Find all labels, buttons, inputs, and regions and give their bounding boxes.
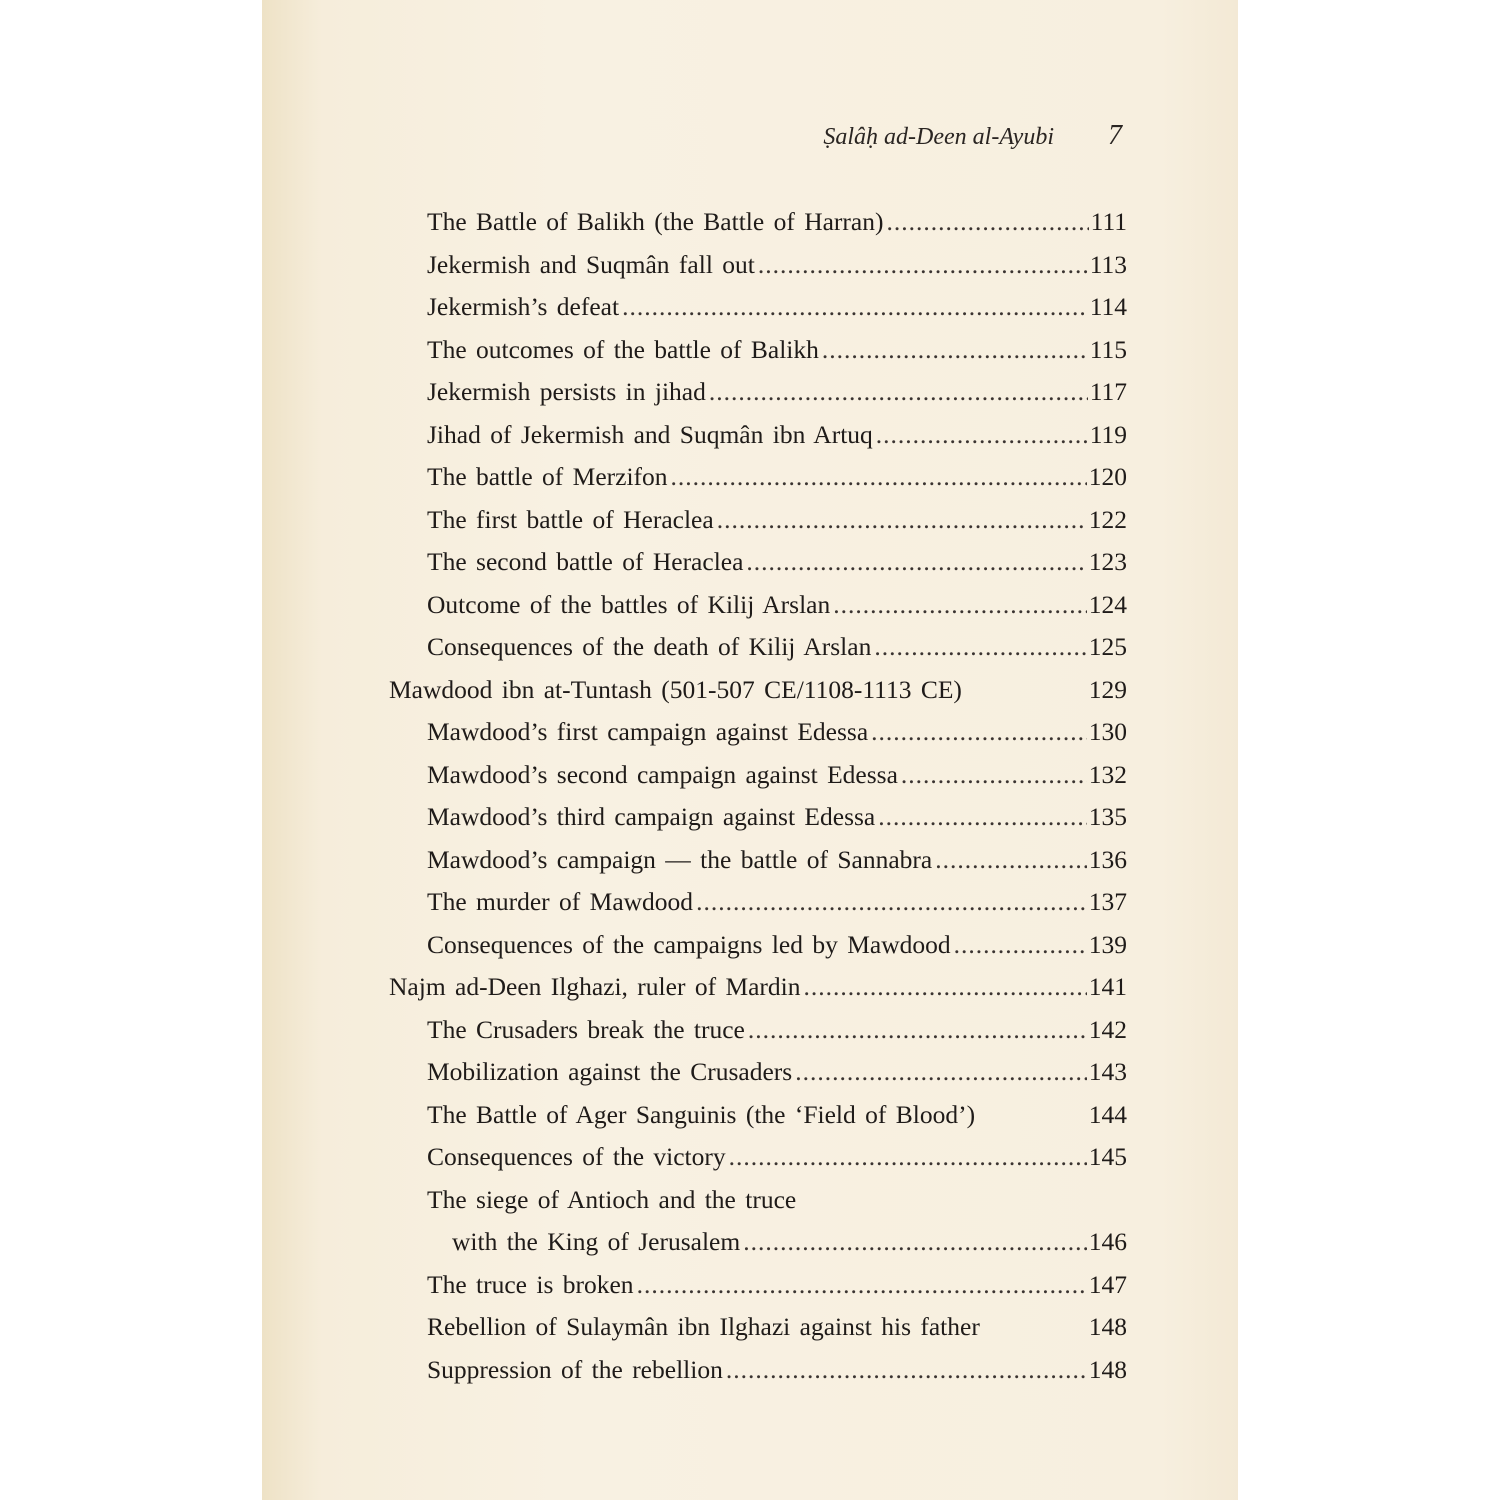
toc-entry-page: 115 — [1089, 334, 1127, 364]
toc-entry — [427, 1009, 1127, 1052]
toc-entry — [427, 1306, 1127, 1349]
toc-entry-title: Jekermish and Suqmân fall out — [427, 249, 755, 279]
toc-dot-leader — [886, 201, 1088, 244]
toc-entry-page: 148 — [1088, 1312, 1127, 1341]
toc-dot-leader — [822, 329, 1088, 372]
toc-entry-page: 146 — [1088, 1227, 1127, 1256]
toc-dot-leader — [871, 711, 1087, 754]
toc-entry-page: 124 — [1088, 589, 1127, 619]
toc-entry — [427, 754, 1127, 797]
toc-entry-title: The truce is broken — [427, 1269, 634, 1299]
toc-entry-title: Jekermish’s defeat — [427, 292, 620, 321]
toc-entry-page: 143 — [1088, 1057, 1127, 1086]
toc-entry — [427, 881, 1127, 924]
toc-entry — [427, 584, 1127, 627]
table-of-contents — [389, 201, 1127, 1391]
toc-entry-page: 145 — [1088, 1142, 1127, 1171]
toc-entry-title: Jihad of Jekermish and Suqmân ibn Artuq — [427, 419, 873, 449]
toc-entry-title: Mawdood’s campaign — the battle of Sannabra — [427, 844, 933, 874]
toc-entry-page: 136 — [1088, 844, 1127, 874]
toc-entry — [427, 1179, 1127, 1264]
running-head — [262, 120, 1122, 156]
toc-entry-page: 129 — [1088, 674, 1127, 704]
toc-entry — [427, 371, 1127, 414]
toc-entry-title: Rebellion of Sulaymân ibn Ilghazi against his father — [427, 1312, 980, 1341]
toc-entry-title: The Battle of Balikh (the Battle of Harran) — [427, 207, 884, 236]
toc-dot-leader — [935, 839, 1087, 882]
toc-entry-page: 122 — [1088, 504, 1127, 534]
toc-entry-page: 111 — [1090, 207, 1127, 236]
toc-entry-title: The Battle of Ager Sanguinis (the ‘Field of Blood’) — [427, 1099, 976, 1129]
toc-entry-page: 117 — [1089, 377, 1127, 406]
toc-entry — [389, 966, 1127, 1009]
toc-dot-leader — [795, 1051, 1087, 1094]
toc-dot-leader — [622, 286, 1088, 329]
toc-entry — [427, 414, 1127, 457]
toc-dot-leader — [804, 966, 1087, 1009]
toc-entry — [427, 796, 1127, 839]
toc-entry-page: 142 — [1088, 1014, 1127, 1044]
toc-entry — [427, 1051, 1127, 1094]
toc-entry — [427, 1094, 1127, 1137]
toc-entry-page: 144 — [1088, 1099, 1127, 1129]
toc-entry-page: 147 — [1088, 1269, 1127, 1299]
toc-entry-page: 130 — [1088, 717, 1127, 746]
toc-entry — [427, 924, 1127, 967]
toc-dot-leader — [729, 1136, 1087, 1179]
toc-entry-page: 139 — [1088, 929, 1127, 959]
toc-dot-leader — [758, 244, 1088, 287]
toc-dot-leader — [743, 1221, 1087, 1264]
toc-entry-title: The second battle of Heraclea — [427, 547, 744, 576]
toc-entry-page: 123 — [1088, 547, 1127, 576]
toc-dot-leader — [637, 1264, 1087, 1307]
toc-dot-leader — [833, 584, 1086, 627]
toc-entry-title: The Crusaders break the truce — [427, 1014, 745, 1044]
toc-dot-leader — [874, 626, 1086, 669]
toc-entry-title: The murder of Mawdood — [427, 887, 694, 916]
toc-entry-title: Suppression of the rebellion — [427, 1354, 723, 1384]
toc-dot-leader — [748, 1009, 1087, 1052]
toc-dot-leader — [696, 881, 1087, 924]
toc-dot-leader — [726, 1349, 1087, 1392]
toc-entry — [427, 1136, 1127, 1179]
toc-entry-page: 132 — [1088, 759, 1127, 789]
toc-dot-leader — [901, 754, 1087, 797]
toc-entry — [427, 1264, 1127, 1307]
toc-dot-leader — [878, 796, 1087, 839]
book-page — [262, 0, 1238, 1500]
toc-entry-page: 120 — [1088, 462, 1127, 491]
toc-entry — [389, 669, 1127, 712]
toc-entry-title: Jekermish persists in jihad — [427, 377, 706, 406]
toc-entry-title: The first battle of Heraclea — [427, 504, 714, 534]
toc-entry-title: Consequences of the campaigns led by Mawdood — [427, 929, 951, 959]
toc-entry — [427, 541, 1127, 584]
toc-entry — [427, 286, 1127, 329]
toc-entry — [427, 499, 1127, 542]
toc-entry — [427, 201, 1127, 244]
toc-dot-leader — [717, 499, 1087, 542]
toc-entry — [427, 244, 1127, 287]
toc-entry-title: Mawdood ibn at-Tuntash (501-507 CE/1108-1113 CE) — [389, 674, 962, 704]
toc-entry-title: The battle of Merzifon — [427, 462, 668, 491]
toc-entry-page: 141 — [1088, 972, 1127, 1001]
toc-dot-leader — [876, 414, 1088, 457]
toc-entry-title: Mawdood’s first campaign against Edessa — [427, 717, 869, 746]
toc-dot-leader — [954, 924, 1087, 967]
toc-entry-page: 148 — [1088, 1354, 1127, 1384]
toc-entry-page: 113 — [1089, 249, 1127, 279]
toc-dot-leader — [746, 541, 1086, 584]
toc-entry-title: The outcomes of the battle of Balikh — [427, 334, 819, 364]
toc-entry — [427, 456, 1127, 499]
toc-entry-page: 125 — [1088, 632, 1127, 661]
toc-entry — [427, 626, 1127, 669]
toc-entry-page: 114 — [1089, 292, 1127, 321]
toc-entry-title: Mawdood’s second campaign against Edessa — [427, 759, 898, 789]
toc-entry-title-continuation: with the King of Jerusalem — [452, 1227, 741, 1256]
toc-entry-title: Mawdood’s third campaign against Edessa — [427, 802, 876, 831]
toc-entry — [427, 1349, 1127, 1392]
toc-entry-page: 119 — [1089, 419, 1127, 449]
toc-entry — [427, 329, 1127, 372]
page-number: 7 — [1108, 120, 1122, 151]
toc-entry-title: Consequences of the victory — [427, 1142, 726, 1171]
toc-entry-title: Outcome of the battles of Kilij Arslan — [427, 589, 831, 619]
toc-entry — [427, 839, 1127, 882]
toc-dot-leader — [671, 456, 1087, 499]
toc-entry-page: 137 — [1088, 887, 1127, 916]
toc-entry-title: Consequences of the death of Kilij Arslan — [427, 632, 872, 661]
toc-entry-page: 135 — [1088, 802, 1127, 831]
toc-entry-title: The siege of Antioch and the truce — [427, 1184, 797, 1214]
toc-dot-leader — [709, 371, 1088, 414]
toc-entry-title: Mobilization against the Crusaders — [427, 1057, 793, 1086]
toc-entry — [427, 711, 1127, 754]
running-head-title: Ṣalâḥ ad-Deen al-Ayubi — [823, 124, 1054, 150]
toc-entry-title: Najm ad-Deen Ilghazi, ruler of Mardin — [389, 972, 801, 1001]
